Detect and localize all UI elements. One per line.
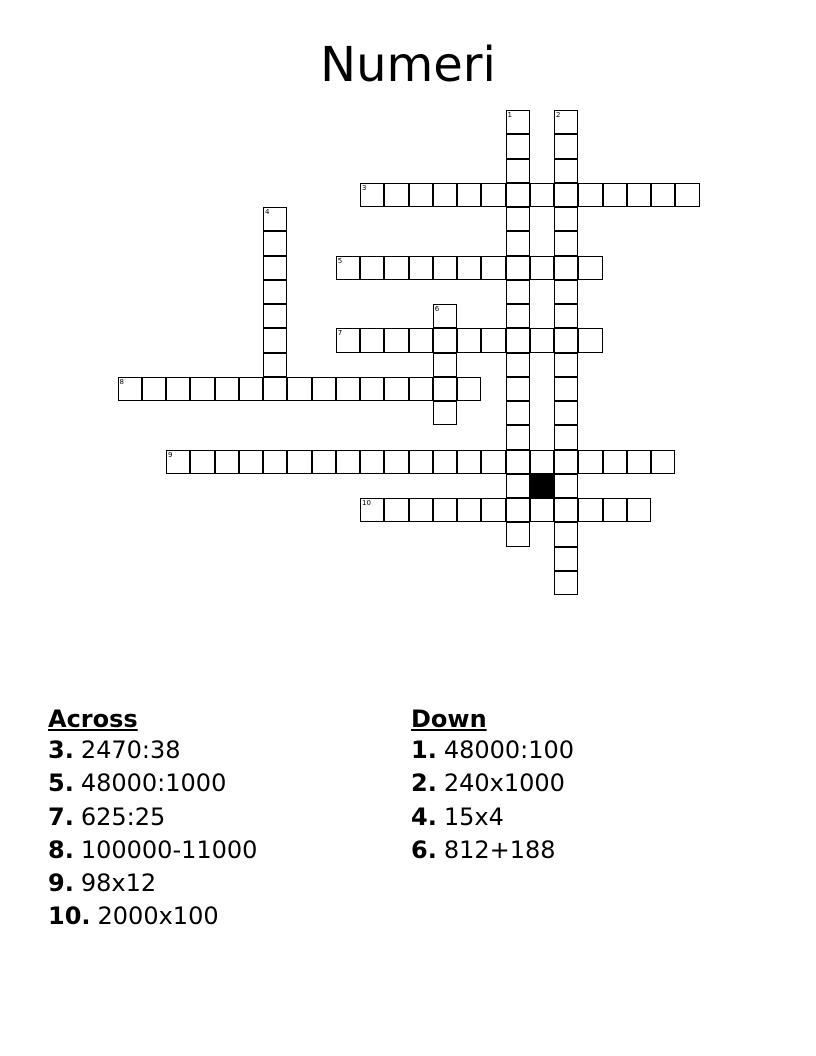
clue-text: 48000:1000 <box>80 769 227 798</box>
across-clues <box>48 704 257 934</box>
grid-cell[interactable] <box>166 450 190 474</box>
grid-cell[interactable] <box>554 280 578 304</box>
grid-cell[interactable] <box>506 353 530 377</box>
grid-cell[interactable] <box>506 110 530 134</box>
grid-cell[interactable] <box>457 377 481 401</box>
across-clue <box>48 867 257 900</box>
clue-number: 2. <box>411 769 437 798</box>
across-heading: Across <box>48 705 138 733</box>
clue-text: 98x12 <box>80 869 157 898</box>
cell-number: 2 <box>556 111 561 119</box>
grid-cell[interactable] <box>409 256 433 280</box>
grid-cell[interactable] <box>263 328 287 352</box>
grid-cell[interactable] <box>506 450 530 474</box>
down-clue <box>411 834 574 867</box>
clue-text: 100000-11000 <box>80 835 258 864</box>
cell-number: 4 <box>265 208 270 216</box>
grid-cell[interactable] <box>409 498 433 522</box>
cell-number: 9 <box>168 450 173 459</box>
across-clue <box>48 834 257 867</box>
clue-number: 9. <box>48 869 74 898</box>
grid-cell[interactable] <box>627 450 651 474</box>
grid-cell[interactable] <box>506 159 530 183</box>
grid-cell[interactable] <box>384 183 408 207</box>
grid-cell[interactable] <box>506 183 530 207</box>
grid-cell[interactable] <box>578 498 602 522</box>
down-clue <box>411 767 574 800</box>
grid-cell[interactable] <box>142 377 166 401</box>
grid-cell[interactable] <box>554 401 578 425</box>
grid-cell[interactable] <box>554 571 578 595</box>
clue-number: 5. <box>48 769 74 798</box>
cell-number: 6 <box>434 305 440 313</box>
grid-cell[interactable] <box>433 450 457 474</box>
grid-cell[interactable] <box>554 207 578 231</box>
grid-cell[interactable] <box>336 256 360 280</box>
grid-cell[interactable] <box>554 231 578 255</box>
grid-cell[interactable] <box>603 183 627 207</box>
clue-text: 240x1000 <box>443 769 565 798</box>
cell-number: 1 <box>507 111 512 119</box>
clue-number: 3. <box>48 736 74 764</box>
grid-cell[interactable] <box>554 377 578 401</box>
grid-cell[interactable] <box>263 353 287 377</box>
grid-cell[interactable] <box>433 498 457 522</box>
grid-cell[interactable] <box>409 183 433 207</box>
grid-cell[interactable] <box>433 401 457 425</box>
grid-cell[interactable] <box>384 450 408 474</box>
grid-cell[interactable] <box>457 450 481 474</box>
grid-cell[interactable] <box>239 450 263 474</box>
grid-cell[interactable] <box>506 207 530 231</box>
grid-cell[interactable] <box>457 498 481 522</box>
clue-text: 625:25 <box>80 802 166 831</box>
grid-cell[interactable] <box>190 377 214 401</box>
grid-cell[interactable] <box>433 377 457 401</box>
grid-cell[interactable] <box>263 231 287 255</box>
grid-cell[interactable] <box>312 377 336 401</box>
cell-number: 10 <box>362 499 371 507</box>
clue-number: 10. <box>48 902 91 931</box>
grid-cell[interactable] <box>239 377 263 401</box>
grid-cell[interactable] <box>578 328 602 352</box>
clue-text: 812+188 <box>443 835 556 864</box>
across-clue <box>48 801 257 834</box>
grid-cell[interactable] <box>336 377 360 401</box>
grid-cell[interactable] <box>409 450 433 474</box>
grid-cell[interactable] <box>530 450 554 474</box>
grid-cell[interactable] <box>651 450 675 474</box>
grid-cell[interactable] <box>263 450 287 474</box>
grid-cell[interactable] <box>336 450 360 474</box>
grid-cell[interactable] <box>506 304 530 328</box>
grid-cell[interactable] <box>554 183 578 207</box>
grid-cell[interactable] <box>118 377 142 401</box>
cell-number: 5 <box>337 256 343 265</box>
black-cell <box>530 474 554 498</box>
grid-cell[interactable] <box>263 280 287 304</box>
grid-cell[interactable] <box>506 328 530 352</box>
grid-cell[interactable] <box>603 498 627 522</box>
grid-cell[interactable] <box>263 256 287 280</box>
grid-cell[interactable] <box>530 183 554 207</box>
grid-cell[interactable] <box>190 450 214 474</box>
puzzle-title: Numeri <box>320 37 496 93</box>
grid-cell[interactable] <box>360 498 384 522</box>
grid-cell[interactable] <box>409 377 433 401</box>
grid-cell[interactable] <box>433 353 457 377</box>
clue-number: 4. <box>411 802 437 831</box>
down-clue-list <box>411 734 574 867</box>
grid-cell[interactable] <box>554 498 578 522</box>
clue-text: 48000:100 <box>443 736 575 764</box>
grid-cell[interactable] <box>554 474 578 498</box>
grid-cell[interactable] <box>312 450 336 474</box>
grid-cell[interactable] <box>554 304 578 328</box>
grid-cell[interactable] <box>506 474 530 498</box>
grid-cell[interactable] <box>481 328 505 352</box>
grid-cell[interactable] <box>433 304 457 328</box>
grid-cell[interactable] <box>360 450 384 474</box>
grid-cell[interactable] <box>481 450 505 474</box>
clue-text: 2000x100 <box>97 902 219 931</box>
grid-cell[interactable] <box>554 450 578 474</box>
grid-cell[interactable] <box>457 328 481 352</box>
down-clue <box>411 801 574 834</box>
grid-cell[interactable] <box>530 328 554 352</box>
cell-number: 8 <box>119 377 124 386</box>
grid-cell[interactable] <box>627 498 651 522</box>
grid-cell[interactable] <box>554 110 578 134</box>
grid-cell[interactable] <box>506 377 530 401</box>
grid-cell[interactable] <box>481 256 505 280</box>
grid-cell[interactable] <box>554 134 578 158</box>
clue-number: 1. <box>411 736 437 764</box>
grid-cell[interactable] <box>506 498 530 522</box>
down-clue <box>411 734 574 767</box>
across-clue <box>48 900 257 933</box>
grid-cell[interactable] <box>360 256 384 280</box>
grid-cell[interactable] <box>481 498 505 522</box>
cell-number: 7 <box>337 329 343 338</box>
grid-cell[interactable] <box>554 159 578 183</box>
grid-cell[interactable] <box>457 256 481 280</box>
grid-cell[interactable] <box>554 353 578 377</box>
grid-cell[interactable] <box>433 183 457 207</box>
grid-cell[interactable] <box>287 450 311 474</box>
grid-cell[interactable] <box>263 377 287 401</box>
grid-cell[interactable] <box>651 183 675 207</box>
grid-cell[interactable] <box>506 522 530 546</box>
down-clues <box>411 704 574 867</box>
grid-cell[interactable] <box>457 183 481 207</box>
clue-text: 2470:38 <box>80 736 181 764</box>
grid-cell[interactable] <box>554 425 578 449</box>
grid-cell[interactable] <box>506 425 530 449</box>
grid-cell[interactable] <box>554 256 578 280</box>
grid-cell[interactable] <box>360 328 384 352</box>
clue-number: 6. <box>411 835 437 864</box>
grid-cell[interactable] <box>166 377 190 401</box>
clue-text: 15x4 <box>443 802 504 831</box>
grid-cell[interactable] <box>481 183 505 207</box>
across-clue <box>48 767 257 800</box>
grid-cell[interactable] <box>675 183 699 207</box>
grid-cell[interactable] <box>384 256 408 280</box>
grid-cell[interactable] <box>578 256 602 280</box>
grid-cell[interactable] <box>287 377 311 401</box>
grid-cell[interactable] <box>384 498 408 522</box>
grid-cell[interactable] <box>215 377 239 401</box>
grid-cell[interactable] <box>506 280 530 304</box>
grid-cell[interactable] <box>578 183 602 207</box>
grid-cell[interactable] <box>530 256 554 280</box>
grid-cell[interactable] <box>384 328 408 352</box>
grid-cell[interactable] <box>384 377 408 401</box>
grid-cell[interactable] <box>506 256 530 280</box>
grid-cell[interactable] <box>409 328 433 352</box>
grid-cell[interactable] <box>506 134 530 158</box>
down-heading: Down <box>411 705 487 733</box>
grid-cell[interactable] <box>506 231 530 255</box>
grid-cell[interactable] <box>433 256 457 280</box>
grid-cell[interactable] <box>360 377 384 401</box>
grid-cell[interactable] <box>336 328 360 352</box>
grid-cell[interactable] <box>506 401 530 425</box>
grid-cell[interactable] <box>530 498 554 522</box>
grid-cell[interactable] <box>603 450 627 474</box>
cell-number: 3 <box>362 183 367 192</box>
grid-cell[interactable] <box>433 328 457 352</box>
grid-cell[interactable] <box>578 450 602 474</box>
grid-cell[interactable] <box>360 183 384 207</box>
grid-cell[interactable] <box>627 183 651 207</box>
grid-cell[interactable] <box>215 450 239 474</box>
grid-cell[interactable] <box>263 207 287 231</box>
grid-cell[interactable] <box>554 328 578 352</box>
across-clue-list <box>48 734 257 934</box>
grid-cell[interactable] <box>263 304 287 328</box>
across-clue <box>48 734 257 767</box>
grid-cell[interactable] <box>554 547 578 571</box>
clue-number: 8. <box>48 835 74 864</box>
grid-cell[interactable] <box>554 522 578 546</box>
clue-number: 7. <box>48 802 74 831</box>
